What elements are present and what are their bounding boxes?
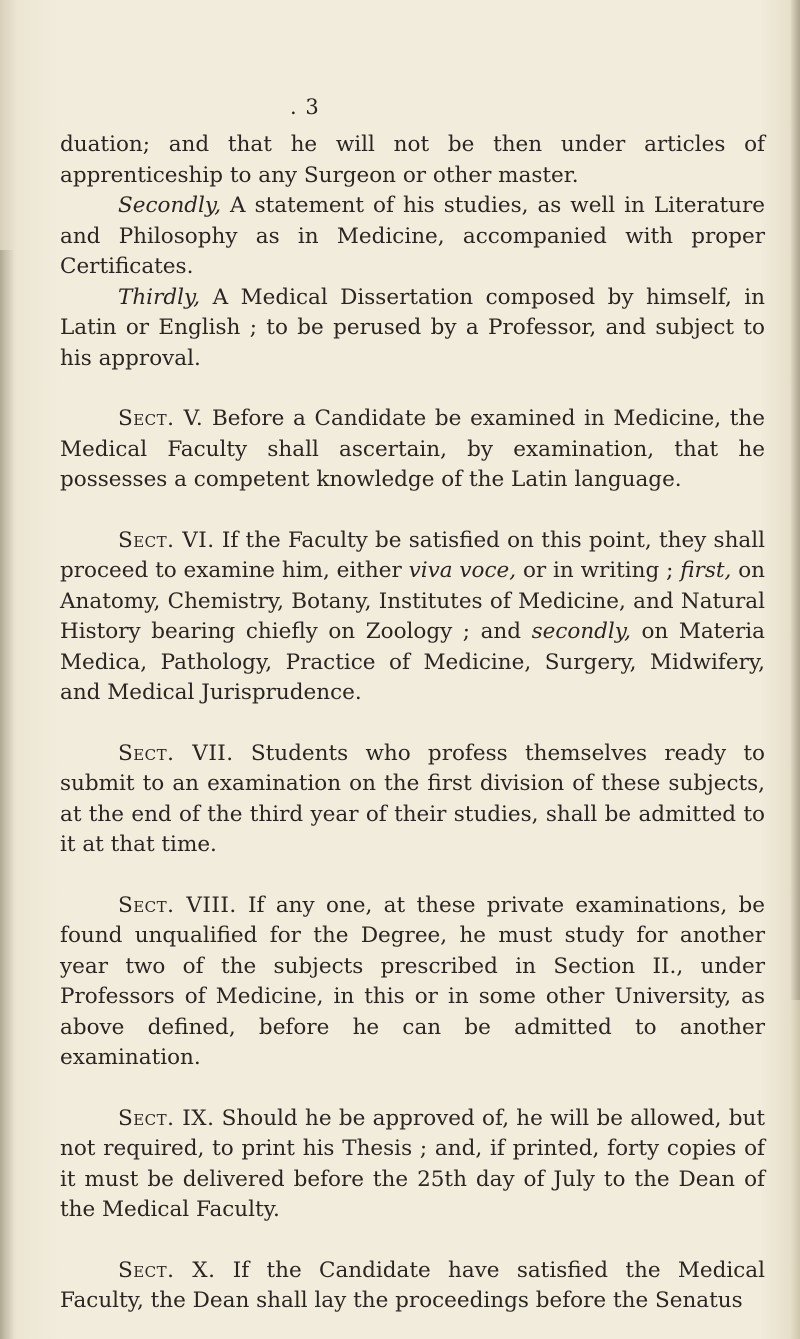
section-text: If any one, at these private examinations, be found unqualified for the Degree, he must study for another year two of the subjects prescribed in Section II., under Professors of Medicine, in this or in some other University, as above defined, before he can be admitted to another examination. bbox=[60, 892, 765, 1070]
paragraph-text: A Medical Dissertation composed by himself, in Latin or English ; to be perused by a Professor, and subject to his approval. bbox=[60, 284, 765, 371]
section-italic: viva voce, bbox=[408, 558, 517, 583]
section-heading: Sect. X. bbox=[118, 1257, 216, 1283]
binding-gutter-shadow bbox=[0, 250, 14, 1339]
section-heading: Sect. VI. bbox=[118, 527, 215, 553]
paragraph-thirdly bbox=[60, 283, 765, 375]
section-heading: Sect. V. bbox=[118, 406, 204, 431]
section-6 bbox=[60, 526, 765, 709]
section-text: or in writing ; bbox=[516, 558, 681, 583]
section-text: Should he be approved of, he will be allowed, but not required, to print his Thesis ; and, if printed, forty copies of it must be delivered before the 25th day of July to the Dean of the Medical Faculty. bbox=[60, 1105, 765, 1222]
section-text: on Anatomy, Chemistry, Botany, Institutes of Medicine, and Natural History bearing chiefly on Zoology ; and bbox=[60, 558, 765, 644]
paragraph-lead: Secondly, bbox=[118, 193, 222, 218]
section-heading: Sect. VIII. bbox=[118, 892, 237, 918]
section-9 bbox=[60, 1104, 765, 1226]
paragraph-lead: Thirdly, bbox=[118, 284, 201, 310]
section-7 bbox=[60, 739, 765, 861]
section-text: If the Faculty be satisfied on this point, they shall proceed to examine him, either bbox=[60, 527, 766, 583]
paragraph-continuation: duation; and that he will not be then under articles of apprenticeship to any Surgeon or other master. bbox=[60, 132, 765, 188]
section-text: on Materia Medica, Pathology, Practice of Medicine, Surgery, Midwifery, and Medical Jurisprudence. bbox=[60, 619, 765, 705]
page-edge-shadow bbox=[790, 0, 800, 1000]
section-text: Before a Candidate be examined in Medicine, the Medical Faculty shall ascertain, by examination, that he possesses a competent knowledge of the Latin language. bbox=[60, 406, 765, 492]
section-8 bbox=[60, 891, 765, 1074]
section-5 bbox=[60, 404, 765, 496]
section-heading: Sect. IX. bbox=[118, 1105, 215, 1131]
body-text bbox=[60, 130, 765, 1317]
page-number: . 3 bbox=[290, 95, 320, 119]
section-text: Students who profess themselves ready to submit to an examination on the first division of these subjects, at the end of the third year of their studies, shall be admitted to it at that time. bbox=[60, 740, 765, 857]
section-10 bbox=[60, 1256, 765, 1317]
section-text: If the Candidate have satisfied the Medical Faculty, the Dean shall lay the proceedings before the Senatus bbox=[60, 1257, 765, 1313]
paragraph-text: A statement of his studies, as well in Literature and Philosophy as in Medicine, accompanied with proper Certificates. bbox=[60, 193, 765, 279]
section-italic: first, bbox=[680, 558, 732, 583]
section-italic: secondly, bbox=[531, 619, 631, 644]
section-heading: Sect. VII. bbox=[118, 740, 234, 766]
paragraph-secondly bbox=[60, 191, 765, 283]
